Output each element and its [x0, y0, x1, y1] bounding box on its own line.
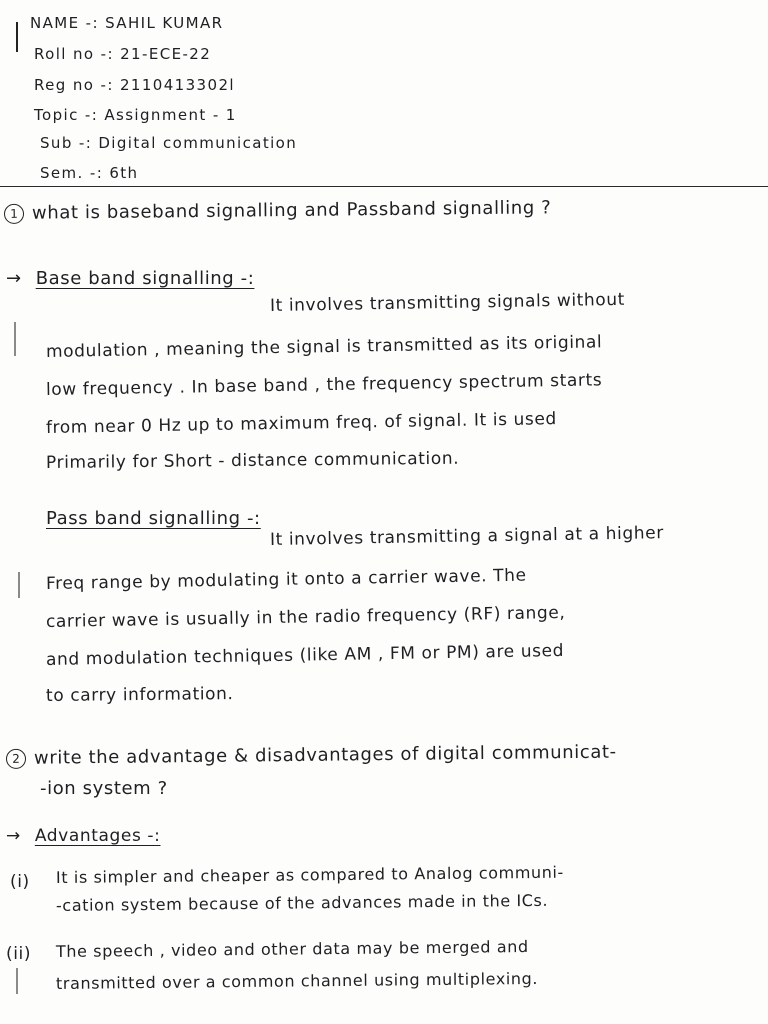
margin-mark	[14, 322, 16, 356]
advantages-heading: Advantages -:	[34, 826, 161, 846]
header-divider	[0, 186, 768, 187]
advantage-line: It is simpler and cheaper as compared to Analog communi-	[55, 862, 564, 887]
advantages-heading-row	[6, 826, 161, 846]
margin-mark	[16, 968, 18, 994]
passband-line: Freq range by modulating it onto a carrier wave. The	[45, 565, 527, 594]
margin-mark	[16, 22, 18, 52]
semester: Sem. -: 6th	[40, 164, 139, 182]
reg-number: Reg no -: 2110413302l	[34, 76, 235, 94]
baseband-heading: Base band signalling -:	[35, 268, 255, 289]
question-number: 2	[6, 749, 26, 769]
arrow-icon: →	[6, 268, 22, 289]
advantage-line: -cation system because of the advances made in the ICs.	[55, 890, 549, 915]
question-2	[6, 742, 617, 769]
passband-line: to carry information.	[45, 684, 234, 706]
baseband-line: low frequency . In base band , the frequency spectrum starts	[45, 370, 603, 400]
list-marker: (i)	[10, 872, 30, 892]
roll-number: Roll no -: 21-ECE-22	[34, 45, 212, 63]
question-1	[4, 197, 552, 224]
arrow-icon: →	[6, 826, 21, 846]
advantage-line: transmitted over a common channel using multiplexing.	[55, 968, 539, 993]
question-text: what is baseband signalling and Passband signalling ?	[31, 197, 552, 224]
question-text: write the advantage & disadvantages of digital communicat-	[33, 741, 617, 769]
margin-mark	[18, 572, 20, 598]
baseband-line: It involves transmitting signals without	[269, 289, 626, 316]
passband-line: and modulation techniques (like AM , FM or PM) are used	[45, 640, 565, 670]
passband-heading-row	[46, 508, 261, 529]
baseband-line: Primarily for Short - distance communication.	[45, 448, 460, 473]
topic: Topic -: Assignment - 1	[34, 106, 237, 124]
passband-line: It involves transmitting a signal at a higher	[269, 523, 665, 550]
student-name: NAME -: SAHIL KUMAR	[30, 14, 224, 32]
passband-heading: Pass band signalling -:	[46, 508, 261, 529]
passband-line: carrier wave is usually in the radio frequency (RF) range,	[45, 602, 566, 632]
subject: Sub -: Digital communication	[40, 134, 298, 152]
list-marker: (ii)	[6, 944, 32, 964]
baseband-line: modulation , meaning the signal is transmitted as its original	[45, 332, 603, 362]
advantage-line: The speech , video and other data may be merged and	[55, 937, 529, 961]
baseband-heading-row	[6, 268, 254, 289]
question-text-continued: -ion system ?	[40, 778, 168, 799]
question-number: 1	[4, 204, 24, 224]
baseband-line: from near 0 Hz up to maximum freq. of signal. It is used	[45, 409, 558, 438]
